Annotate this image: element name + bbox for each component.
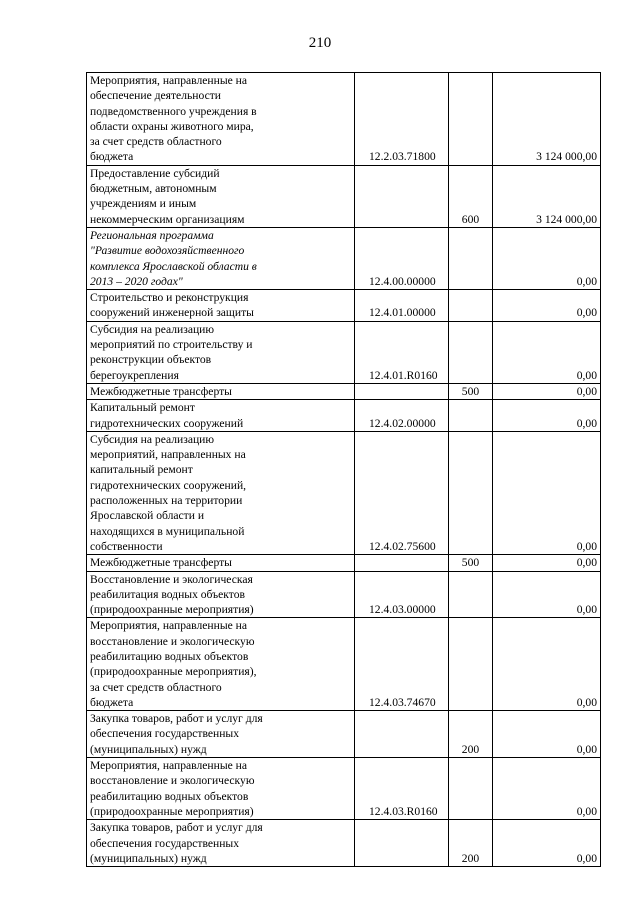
row-amount-cell: 0,00 bbox=[493, 400, 601, 432]
row-type-cell: 200 bbox=[449, 711, 493, 758]
row-amount-cell: 0,00 bbox=[493, 227, 601, 289]
row-type-cell bbox=[449, 431, 493, 554]
row-amount-cell: 3 124 000,00 bbox=[493, 73, 601, 166]
row-code-cell bbox=[355, 555, 449, 571]
table-row bbox=[87, 73, 601, 166]
row-code-cell: 12.4.03.R0160 bbox=[355, 758, 449, 820]
row-code-cell: 12.2.03.71800 bbox=[355, 73, 449, 166]
row-code-cell: 12.4.03.00000 bbox=[355, 571, 449, 618]
row-name-cell: Межбюджетные трансферты bbox=[87, 383, 355, 399]
row-name-cell: Мероприятия, направленные на восстановление и экологическую реабилитацию водных объектов (природоохранные мероприятия) bbox=[87, 758, 355, 820]
row-type-cell: 600 bbox=[449, 165, 493, 227]
row-amount-cell: 0,00 bbox=[493, 711, 601, 758]
page-number: 210 bbox=[308, 35, 332, 51]
row-type-cell: 200 bbox=[449, 820, 493, 867]
row-code-cell bbox=[355, 383, 449, 399]
row-type-cell bbox=[449, 73, 493, 166]
row-code-cell: 12.4.03.74670 bbox=[355, 618, 449, 711]
row-amount-cell: 0,00 bbox=[493, 758, 601, 820]
row-type-cell bbox=[449, 321, 493, 383]
row-name-cell: Субсидия на реализацию мероприятий по строительству и реконструкции объектов берегоукрепления bbox=[87, 321, 355, 383]
table-row bbox=[87, 290, 601, 322]
row-name-cell: Закупка товаров, работ и услуг для обеспечения государственных (муниципальных) нужд bbox=[87, 820, 355, 867]
table-row bbox=[87, 400, 601, 432]
row-type-cell: 500 bbox=[449, 555, 493, 571]
row-name-cell: Мероприятия, направленные на восстановление и экологическую реабилитацию водных объектов (природоохранные мероприятия), за счет средств областного бюджета bbox=[87, 618, 355, 711]
budget-table-body bbox=[87, 73, 601, 867]
row-amount-cell: 0,00 bbox=[493, 431, 601, 554]
row-name-cell: Региональная программа "Развитие водохозяйственного комплекса Ярославской области в 2013 – 2020 годах" bbox=[87, 227, 355, 289]
table-row bbox=[87, 571, 601, 618]
table-row bbox=[87, 321, 601, 383]
row-code-cell bbox=[355, 820, 449, 867]
row-code-cell: 12.4.02.75600 bbox=[355, 431, 449, 554]
table-row bbox=[87, 227, 601, 289]
table-row bbox=[87, 383, 601, 399]
row-code-cell: 12.4.00.00000 bbox=[355, 227, 449, 289]
row-amount-cell: 0,00 bbox=[493, 321, 601, 383]
row-type-cell bbox=[449, 227, 493, 289]
row-amount-cell: 0,00 bbox=[493, 820, 601, 867]
table-row bbox=[87, 431, 601, 554]
table-row bbox=[87, 618, 601, 711]
row-amount-cell: 3 124 000,00 bbox=[493, 165, 601, 227]
row-type-cell bbox=[449, 400, 493, 432]
row-name-cell: Мероприятия, направленные на обеспечение деятельности подведомственного учреждения в области охраны животного мира, за счет средств областного бюджета bbox=[87, 73, 355, 166]
row-code-cell: 12.4.01.00000 bbox=[355, 290, 449, 322]
row-amount-cell: 0,00 bbox=[493, 555, 601, 571]
row-code-cell bbox=[355, 711, 449, 758]
row-code-cell: 12.4.01.R0160 bbox=[355, 321, 449, 383]
row-amount-cell: 0,00 bbox=[493, 383, 601, 399]
row-name-cell: Предоставление субсидий бюджетным, автономным учреждениям и иным некоммерческим организациям bbox=[87, 165, 355, 227]
table-row bbox=[87, 820, 601, 867]
row-type-cell bbox=[449, 571, 493, 618]
row-name-cell: Восстановление и экологическая реабилитация водных объектов (природоохранные мероприятия) bbox=[87, 571, 355, 618]
row-type-cell bbox=[449, 290, 493, 322]
row-name-cell: Межбюджетные трансферты bbox=[87, 555, 355, 571]
table-row bbox=[87, 758, 601, 820]
row-type-cell bbox=[449, 758, 493, 820]
row-amount-cell: 0,00 bbox=[493, 571, 601, 618]
row-amount-cell: 0,00 bbox=[493, 618, 601, 711]
table-row bbox=[87, 711, 601, 758]
row-type-cell bbox=[449, 618, 493, 711]
row-amount-cell: 0,00 bbox=[493, 290, 601, 322]
row-code-cell: 12.4.02.00000 bbox=[355, 400, 449, 432]
row-name-cell: Капитальный ремонт гидротехнических сооружений bbox=[87, 400, 355, 432]
row-name-cell: Строительство и реконструкция сооружений инженерной защиты bbox=[87, 290, 355, 322]
table-row bbox=[87, 165, 601, 227]
budget-table bbox=[86, 72, 601, 867]
row-name-cell: Субсидия на реализацию мероприятий, направленных на капитальный ремонт гидротехнических сооружений, расположенных на территории Ярославской области и находящихся в муниципальной собственности bbox=[87, 431, 355, 554]
table-row bbox=[87, 555, 601, 571]
row-type-cell: 500 bbox=[449, 383, 493, 399]
row-name-cell: Закупка товаров, работ и услуг для обеспечения государственных (муниципальных) нужд bbox=[87, 711, 355, 758]
row-code-cell bbox=[355, 165, 449, 227]
